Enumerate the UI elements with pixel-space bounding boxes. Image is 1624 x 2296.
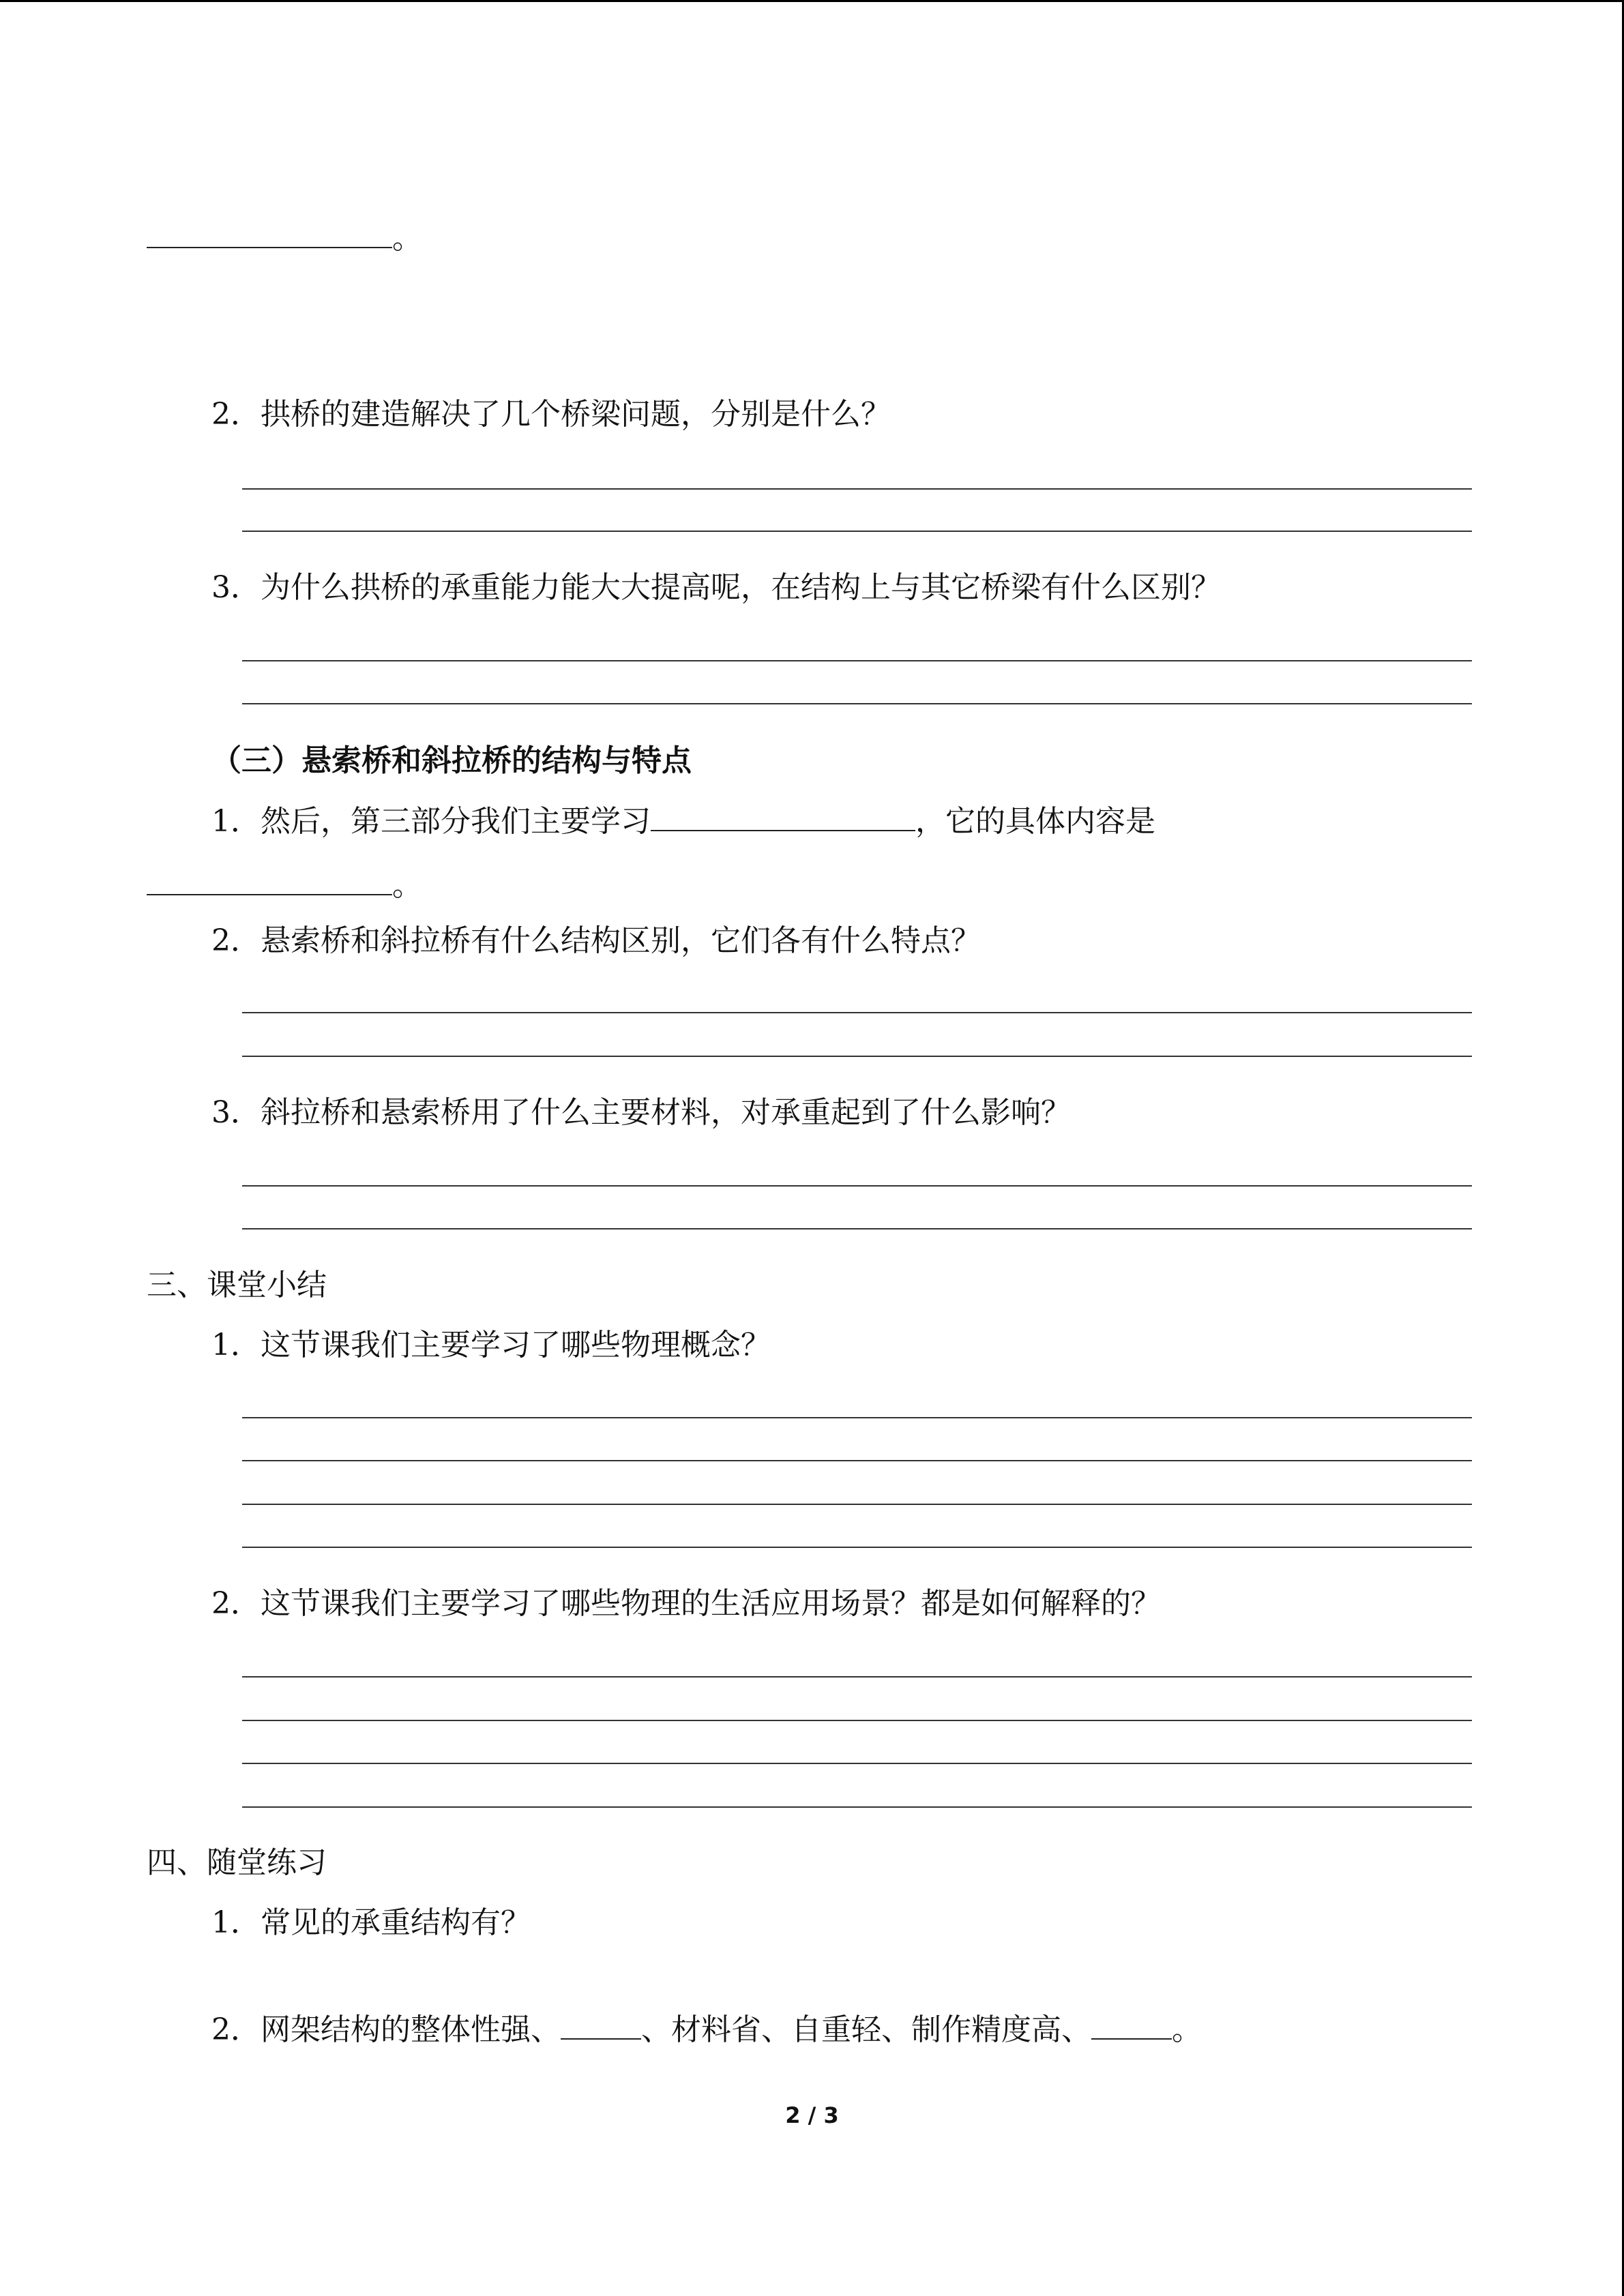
section-heading-practice: 四、随堂练习 (147, 1845, 327, 1880)
period: 。 (392, 868, 422, 903)
answer-line[interactable] (242, 703, 1472, 704)
answer-line[interactable] (242, 1417, 1472, 1418)
answer-line[interactable] (242, 1720, 1472, 1721)
answer-line[interactable] (242, 660, 1472, 661)
question-3-2: 2．悬索桥和斜拉桥有什么结构区别，它们各有什么特点？ (211, 923, 981, 958)
fill-blank[interactable] (1091, 2008, 1172, 2040)
answer-line[interactable] (242, 1056, 1472, 1057)
answer-line[interactable] (242, 1676, 1472, 1678)
question-3-1-text-end: ，它的具体内容是 (915, 804, 1155, 839)
practice-question-2 (211, 2008, 1202, 2051)
question-2-3: 3．为什么拱桥的承重能力能大大提高呢，在结构上与其它桥梁有什么区别？ (211, 570, 1221, 605)
answer-line[interactable] (242, 1763, 1472, 1764)
fill-blank[interactable] (561, 2008, 641, 2040)
section-heading-3: （三）悬索桥和斜拉桥的结构与特点 (211, 743, 692, 778)
answer-line[interactable] (242, 1185, 1472, 1187)
answer-line[interactable] (242, 531, 1472, 532)
section-heading-summary: 三、课堂小结 (147, 1268, 327, 1302)
question-3-3: 3．斜拉桥和悬索桥用了什么主要材料，对承重起到了什么影响？ (211, 1095, 1071, 1130)
fill-blank[interactable] (147, 864, 392, 895)
summary-question-1: 1．这节课我们主要学习了哪些物理概念？ (211, 1328, 771, 1362)
page-border-top (0, 0, 1624, 2)
answer-line-continuation (147, 217, 422, 259)
answer-line[interactable] (242, 488, 1472, 490)
period: 。 (392, 221, 422, 256)
answer-line[interactable] (242, 1547, 1472, 1548)
summary-question-2: 2．这节课我们主要学习了哪些物理的生活应用场景？都是如何解释的？ (211, 1586, 1161, 1621)
answer-line[interactable] (242, 1228, 1472, 1229)
answer-line[interactable] (242, 1806, 1472, 1808)
answer-line[interactable] (242, 1012, 1472, 1013)
practice-question-2-part-a: 2．网架结构的整体性强、 (211, 2012, 561, 2047)
page-number: 2 / 3 (785, 2102, 839, 2128)
practice-question-2-part-c: 。 (1172, 2012, 1202, 2047)
question-2-2: 2．拱桥的建造解决了几个桥梁问题，分别是什么？ (211, 397, 891, 432)
answer-line[interactable] (242, 1460, 1472, 1461)
practice-question-2-part-b: 、材料省、自重轻、制作精度高、 (641, 2012, 1091, 2047)
fill-blank[interactable] (147, 217, 392, 248)
answer-line-continuation (147, 864, 422, 906)
answer-line[interactable] (242, 1504, 1472, 1505)
question-3-1 (211, 800, 1155, 842)
practice-question-1: 1．常见的承重结构有？ (211, 1905, 531, 1940)
question-3-1-text: 1．然后，第三部分我们主要学习 (211, 804, 651, 839)
fill-blank[interactable] (651, 800, 915, 831)
